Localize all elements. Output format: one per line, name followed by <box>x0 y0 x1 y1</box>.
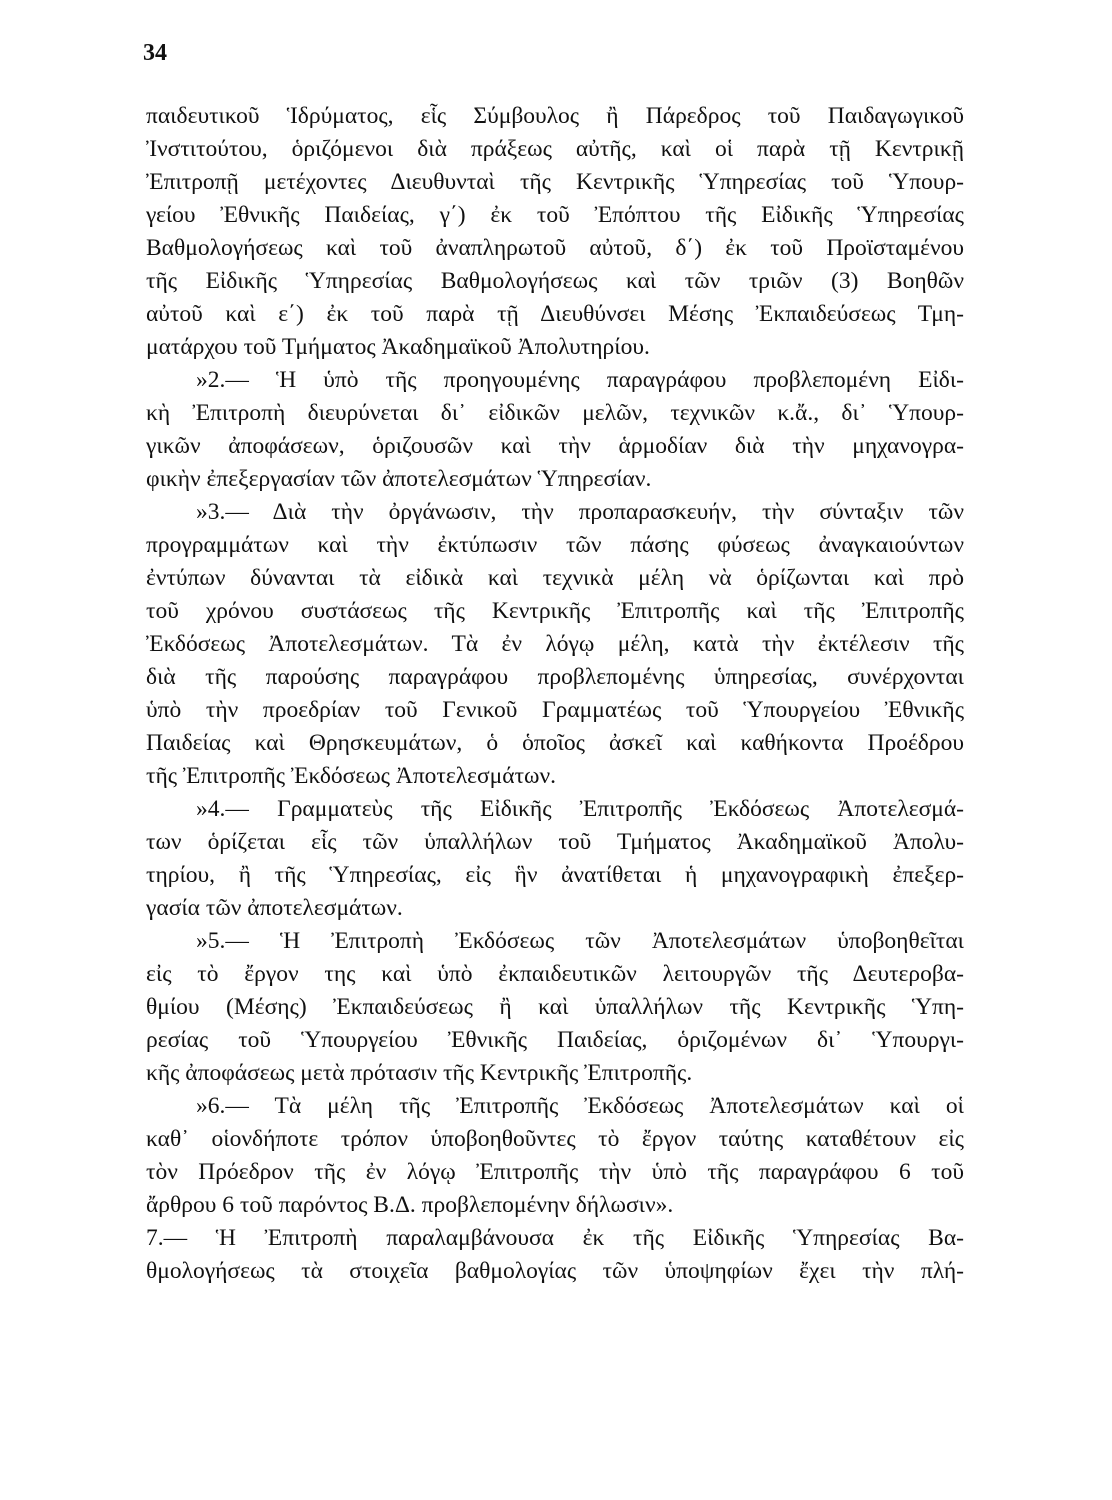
text-line: Βαθμολογήσεως καὶ τοῦ ἀναπληρωτοῦ αὐτοῦ, δ΄) ἐκ τοῦ Προϊσταμένου <box>146 235 964 261</box>
paragraph-4-start: »4.— Γραμματεὺς τῆς Εἰδικῆς Ἐπιτροπῆς Ἐκδόσεως Ἀποτελεσμά- <box>196 796 964 822</box>
text-line: των ὁρίζεται εἷς τῶν ὑπαλλήλων τοῦ Τμήματος Ἀκαδημαϊκοῦ Ἀπολυ- <box>146 829 964 855</box>
text-line: προγραμμάτων καὶ τὴν ἐκτύπωσιν τῶν πάσης φύσεως ἀναγκαιούντων <box>146 532 964 558</box>
text-line: θμολογήσεως τὰ στοιχεῖα βαθμολογίας τῶν ὑποψηφίων ἔχει τὴν πλή- <box>146 1258 964 1284</box>
text-line: τὸν Πρόεδρον τῆς ἐν λόγῳ Ἐπιτροπῆς τὴν ὑπὸ τῆς παραγράφου 6 τοῦ <box>146 1159 964 1185</box>
text-line: αὐτοῦ καὶ ε΄) ἐκ τοῦ παρὰ τῇ Διευθύνσει Μέσης Ἐκπαιδεύσεως Τμη- <box>146 301 964 327</box>
text-line: γικῶν ἀποφάσεων, ὁριζουσῶν καὶ τὴν ἁρμοδίαν διὰ τὴν μηχανογρα- <box>146 433 964 459</box>
text-line: θμίου (Μέσης) Ἐκπαιδεύσεως ἢ καὶ ὑπαλλήλων τῆς Κεντρικῆς Ὑπη- <box>146 994 964 1020</box>
text-line: τηρίου, ἢ τῆς Ὑπηρεσίας, εἰς ἣν ἀνατίθεται ἡ μηχανογραφικὴ ἐπεξερ- <box>146 862 964 888</box>
text-line: Ἐκδόσεως Ἀποτελεσμάτων. Τὰ ἐν λόγῳ μέλη, κατὰ τὴν ἐκτέλεσιν τῆς <box>146 631 964 657</box>
text-line: φικὴν ἐπεξεργασίαν τῶν ἀποτελεσμάτων Ὑπηρεσίαν. <box>146 466 652 492</box>
paragraph-7-start: 7.— Ἡ Ἐπιτροπὴ παραλαμβάνουσα ἐκ τῆς Εἰδικῆς Ὑπηρεσίας Βα- <box>146 1225 964 1251</box>
text-line: γείου Ἐθνικῆς Παιδείας, γ΄) ἐκ τοῦ Ἐπόπτου τῆς Εἰδικῆς Ὑπηρεσίας <box>146 202 964 228</box>
text-line: τοῦ χρόνου συστάσεως τῆς Κεντρικῆς Ἐπιτροπῆς καὶ τῆς Ἐπιτροπῆς <box>146 598 964 624</box>
page-number: 34 <box>143 40 167 66</box>
text-line: κῆς ἀποφάσεως μετὰ πρότασιν τῆς Κεντρικῆς Ἐπιτροπῆς. <box>146 1060 693 1086</box>
text-line: τῆς Ἐπιτροπῆς Ἐκδόσεως Ἀποτελεσμάτων. <box>146 763 556 789</box>
text-line: ρεσίας τοῦ Ὑπουργείου Ἐθνικῆς Παιδείας, ὁριζομένων δι᾽ Ὑπουργι- <box>146 1027 964 1053</box>
text-line: διὰ τῆς παρούσης παραγράφου προβλεπομένης ὑπηρεσίας, συνέρχονται <box>146 664 964 690</box>
text-line: ὑπὸ τὴν προεδρίαν τοῦ Γενικοῦ Γραμματέως τοῦ Ὑπουργείου Ἐθνικῆς <box>146 697 964 723</box>
text-line: Ἐπιτροπῇ μετέχοντες Διευθυνταὶ τῆς Κεντρικῆς Ὑπηρεσίας τοῦ Ὑπουρ- <box>146 169 964 195</box>
text-line: παιδευτικοῦ Ἱδρύματος, εἷς Σύμβουλος ἢ Πάρεδρος τοῦ Παιδαγωγικοῦ <box>146 103 964 129</box>
text-line: Ἰνστιτούτου, ὁριζόμενοι διὰ πράξεως αὐτῆς, καὶ οἱ παρὰ τῇ Κεντρικῇ <box>146 136 964 162</box>
text-line: τῆς Εἰδικῆς Ὑπηρεσίας Βαθμολογήσεως καὶ τῶν τριῶν (3) Βοηθῶν <box>146 268 964 294</box>
body-text <box>146 100 964 1288</box>
text-line: ἄρθρου 6 τοῦ παρόντος Β.Δ. προβλεπομένην δήλωσιν». <box>146 1192 674 1218</box>
paragraph-2-start: »2.— Ἡ ὑπὸ τῆς προηγουμένης παραγράφου προβλεπομένη Εἰδι- <box>196 367 964 393</box>
text-line: εἰς τὸ ἔργον της καὶ ὑπὸ ἐκπαιδευτικῶν λειτουργῶν τῆς Δευτεροβα- <box>146 961 964 987</box>
text-line: καθ᾽ οἱονδήποτε τρόπον ὑποβοηθοῦντες τὸ ἔργον ταύτης καταθέτουν εἰς <box>146 1126 964 1152</box>
text-line: ἐντύπων δύνανται τὰ εἰδικὰ καὶ τεχνικὰ μέλη νὰ ὁρίζωνται καὶ πρὸ <box>146 565 964 591</box>
paragraph-5-start: »5.— Ἡ Ἐπιτροπὴ Ἐκδόσεως τῶν Ἀποτελεσμάτων ὑποβοηθεῖται <box>196 928 964 954</box>
text-line: κὴ Ἐπιτροπὴ διευρύνεται δι᾽ εἰδικῶν μελῶν, τεχνικῶν κ.ἄ., δι᾽ Ὑπουρ- <box>146 400 964 426</box>
paragraph-3-start: »3.— Διὰ τὴν ὀργάνωσιν, τὴν προπαρασκευήν, τὴν σύνταξιν τῶν <box>196 499 964 525</box>
text-line: γασία τῶν ἀποτελεσμάτων. <box>146 895 403 921</box>
paragraph-6-start: »6.— Τὰ μέλη τῆς Ἐπιτροπῆς Ἐκδόσεως Ἀποτελεσμάτων καὶ οἱ <box>196 1093 964 1119</box>
text-line: ματάρχου τοῦ Τμήματος Ἀκαδημαϊκοῦ Ἀπολυτηρίου. <box>146 334 650 360</box>
text-line: Παιδείας καὶ Θρησκευμάτων, ὁ ὁποῖος ἀσκεῖ καὶ καθήκοντα Προέδρου <box>146 730 964 756</box>
